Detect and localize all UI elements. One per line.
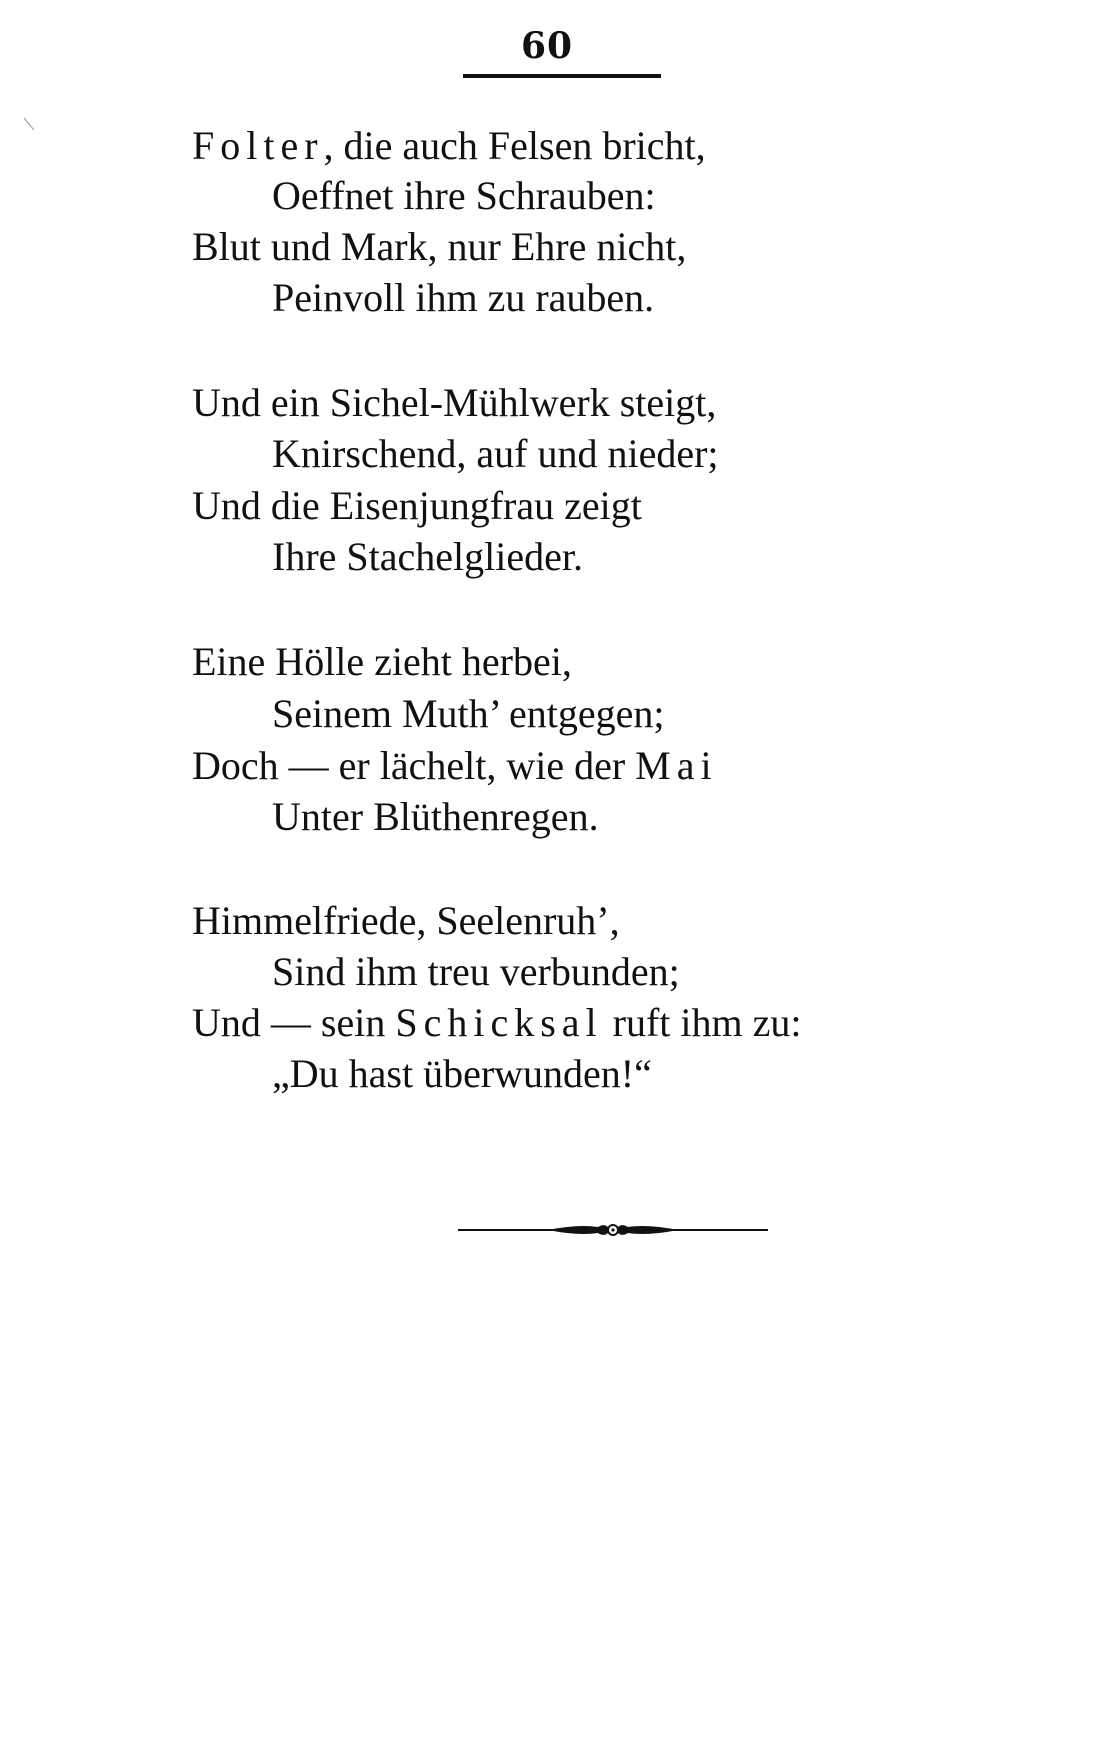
verse-text: , die auch Felsen bricht, bbox=[323, 123, 706, 168]
verse-text: Und — sein bbox=[192, 1000, 396, 1045]
header-rule bbox=[463, 74, 661, 78]
verse-line: Eine Hölle zieht herbei, bbox=[192, 639, 572, 684]
verse-line bbox=[192, 997, 802, 1049]
verse-line: Oeffnet ihre Schrauben: bbox=[272, 173, 656, 218]
spaced-word: Mai bbox=[635, 743, 718, 788]
page-number: 60 bbox=[520, 25, 574, 67]
verse-line: Ihre Stachelglieder. bbox=[272, 534, 583, 579]
verse-line: Seinem Muth’ entgegen; bbox=[272, 691, 665, 736]
verse-line bbox=[192, 120, 706, 172]
gutter-mark-icon bbox=[22, 116, 38, 132]
verse-line: Und die Eisenjungfrau zeigt bbox=[192, 483, 642, 528]
verse-line: Peinvoll ihm zu rauben. bbox=[272, 275, 655, 320]
verse-line: „Du hast überwunden!“ bbox=[272, 1051, 652, 1096]
verse-line: Unter Blüthenregen. bbox=[272, 794, 599, 839]
verse-line: Und ein Sichel-Mühlwerk steigt, bbox=[192, 380, 717, 425]
tailpiece-ornament-icon bbox=[458, 1218, 768, 1242]
spaced-word: Schicksal bbox=[395, 1000, 603, 1045]
verse-text: ruft ihm zu: bbox=[602, 1000, 802, 1045]
verse-line: Blut und Mark, nur Ehre nicht, bbox=[192, 224, 687, 269]
verse-line: Sind ihm treu verbunden; bbox=[272, 949, 680, 994]
verse-line: Himmelfriede, Seelenruh’, bbox=[192, 898, 620, 943]
spaced-word: Folter bbox=[192, 123, 324, 168]
verse-text: Doch — er lächelt, wie der bbox=[192, 743, 636, 788]
verse-line bbox=[192, 740, 718, 792]
verse-line: Knirschend, auf und nieder; bbox=[272, 431, 719, 476]
